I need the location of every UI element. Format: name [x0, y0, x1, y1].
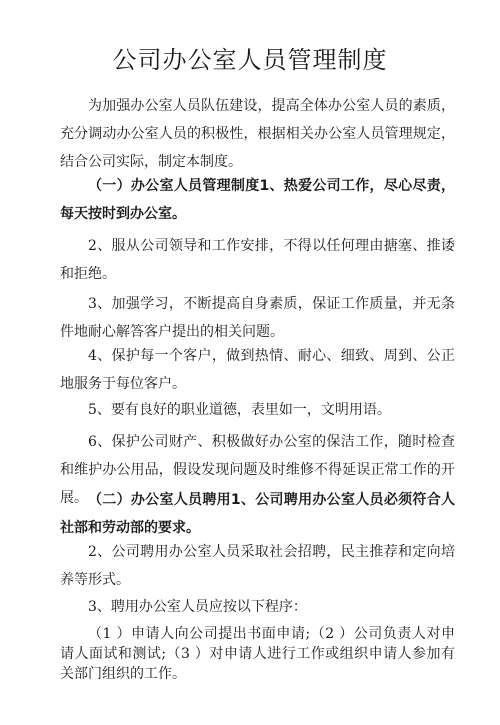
rule-5-paragraph: 5、要有良好的职业道德，表里如一，文明用语。	[88, 402, 391, 418]
intro-paragraph: 为加强办公室人员队伍建设，提高全体办公室人员的素质，充分调动办公室人员的积极性，根据相关办公室人员管理规定，结合公司实际，制定本制度。	[60, 98, 455, 170]
section-1-heading-paragraph: （一）办公室人员管理制度1、热爱公司工作，尽心尽责，每天按时到办公室。	[60, 178, 455, 222]
rule-3-paragraph: 3、加强学习，不断提高自身素质，保证工作质量，并无条件地耐心解答客户提出的相关问题。	[60, 296, 455, 340]
document-title: 公司办公室人员管理制度	[112, 46, 388, 74]
hiring-2-paragraph: 2、公司聘用办公室人员采取社会招聘，民主推荐和定向培养等形式。	[60, 544, 455, 588]
rule-6-paragraph: 6、保护公司财产、积极做好办公室的保洁工作，随时检查和维护办公用品，假设发现问题及时维修不得延误正常工作的开展。	[60, 434, 455, 506]
rule-2-paragraph: 2、服从公司领导和工作安排，不得以任何理由搪塞、推诿和拒绝。	[60, 238, 455, 282]
hiring-3-paragraph: 3、聘用办公室人员应按以下程序：	[88, 599, 307, 615]
rule-4-paragraph: 4、保护每一个客户，做到热情、耐心、细致、周到、公正地服务于每位客户。	[60, 348, 455, 392]
hiring-procedure-paragraph: （1 ）申请人向公司提出书面申请;（2 ）公司负责人对申请人面试和测试;（3 ）对申请人进行工作或组织申请人参加有关部门组织的工作。	[60, 626, 455, 682]
section-2-heading-paragraph: （二）办公室人员聘用1、公司聘用办公室人员必须符合人社部和劳动部的要求。	[60, 492, 455, 536]
